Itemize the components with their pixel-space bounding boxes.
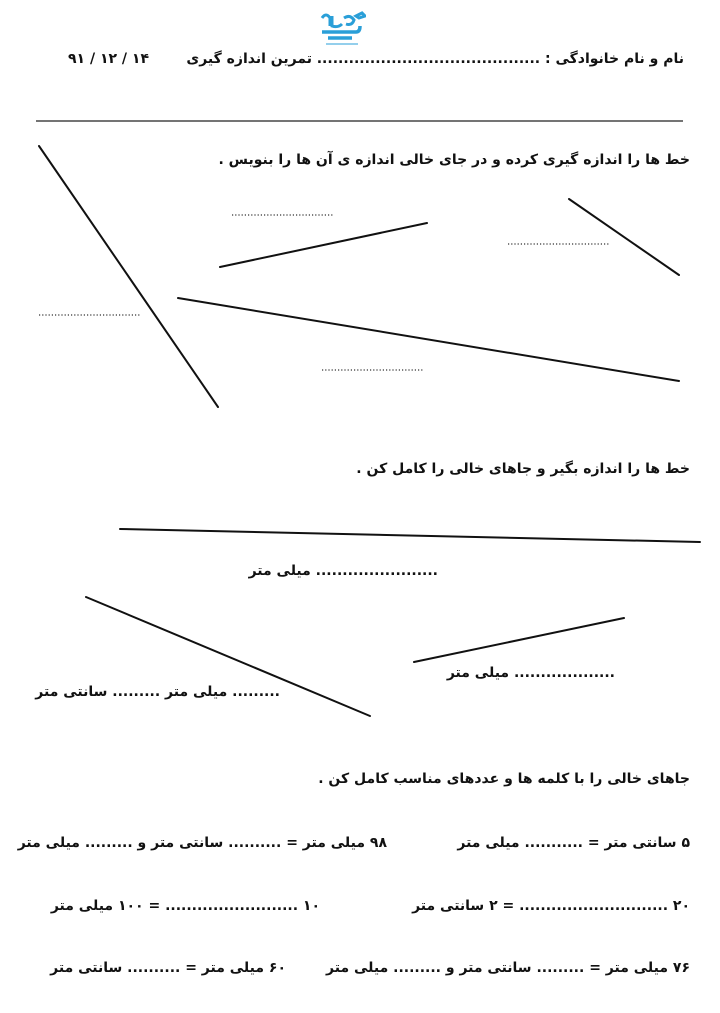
measure-line-7 (414, 618, 624, 662)
date: ۹۱ / ۱۲ / ۱۴ (68, 51, 149, 67)
measure-line-4 (178, 298, 679, 381)
section2-instruction: خط ها را اندازه بگیر و جاهای خالی را کامل کن . (356, 461, 690, 477)
section2-label-left[interactable]: ......... میلی متر ......... سانتی متر (35, 684, 280, 700)
exercise-1-left[interactable]: ۹۸ میلی متر = .......... سانتی متر و ......... میلی متر (17, 835, 387, 851)
name-field[interactable]: نام و نام خانوادگی : .......................................... (316, 51, 684, 67)
exercise-1-right[interactable]: ۵ سانتی متر = ........... میلی متر (457, 835, 690, 851)
logo (318, 10, 366, 48)
measure-line-5 (120, 529, 700, 542)
measure-line-1 (39, 146, 218, 407)
section2-label-top[interactable]: ....................... میلی متر (248, 563, 438, 579)
section3-instruction: جاهای خالی را با کلمه ها و عددهای مناسب کامل کن . (318, 771, 690, 787)
section1-instruction: خط ها را اندازه گیری کرده و در جای خالی اندازه ی آن ها را بنویس . (218, 152, 690, 168)
exercise-3-right[interactable]: ۷۶ میلی متر = ......... سانتی متر و ......... میلی متر (326, 960, 690, 976)
exercise-2-left[interactable]: ۱۰ ......................... = ۱۰۰ میلی متر (50, 898, 320, 914)
exercise-2-right[interactable]: ۲۰ ............................ = ۲ سانتی متر (412, 898, 690, 914)
measure-line-3 (569, 199, 679, 275)
section2-label-right[interactable]: ................... میلی متر (446, 665, 615, 681)
measure-line-2 (220, 223, 427, 267)
worksheet-title: تمرین اندازه گیری (186, 51, 312, 67)
exercise-3-left[interactable]: ۶۰ میلی متر = .......... سانتی متر (50, 960, 286, 976)
